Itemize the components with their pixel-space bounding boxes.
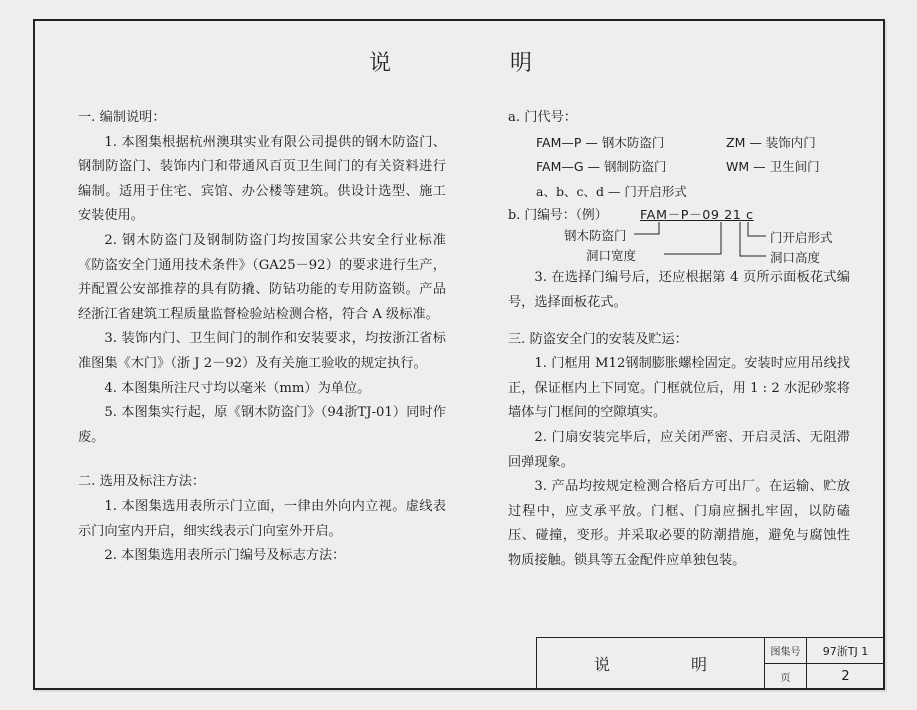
- section3-item-1: 1. 门框用 M12钢制膨胀螺栓固定。安装时应用吊线找正，保证框内上下同宽。门框就位后，用 1 : 2 水泥砂浆将墙体与门框间的空隙填实。: [508, 356, 850, 421]
- atlas-number-value: 97浙TJ 1: [807, 638, 884, 664]
- right-column: [508, 106, 850, 574]
- code-fam-p: FAM—P — 钢木防盗门: [536, 134, 665, 150]
- section1-item-1: 1. 本图集根据杭州澳琪实业有限公司提供的钢木防盗门、钢制防盗门、装饰内门和带通风百页卫生间门的有关资料进行编制。适用于住宅、宾馆、办公楼等建筑。供设计选型、施工安装使用。: [78, 134, 446, 224]
- section-heading-3: 三. 防盗安全门的安装及贮运：: [508, 331, 688, 347]
- spacer: [78, 450, 446, 470]
- door-number-example: [508, 204, 850, 266]
- page-label: 页: [765, 664, 807, 689]
- section1-item-5: 5. 本图集实行起，原《钢木防盗门》（94浙TJ-01）同时作废。: [78, 405, 446, 445]
- example-code: FAM－P－09 21 c: [640, 208, 754, 224]
- code-row-1: [508, 131, 850, 156]
- label-door-type: 钢木防盗门: [564, 228, 627, 244]
- title-block: [536, 637, 885, 690]
- section-heading-2: 二. 选用及标注方法：: [78, 474, 206, 490]
- code-zm: ZM — 装饰内门: [726, 134, 816, 150]
- opening-forms: a、b、c、d — 门开启形式: [536, 183, 687, 199]
- title-block-name: 说 明: [537, 638, 765, 689]
- code-wm: WM — 卫生间门: [726, 159, 820, 175]
- code-fam-g: FAM—G — 钢制防盗门: [536, 159, 667, 175]
- example-lead: b. 门编号：（例）: [508, 208, 608, 224]
- section1-item-3: 3. 装饰内门、卫生间门的制作和安装要求，均按浙江省标准图集《木门》（浙 J 2－92）及有关施工验收的规定执行。: [78, 331, 446, 371]
- section-heading-1: 一. 编制说明：: [78, 110, 166, 125]
- page-title: 说 明: [369, 51, 588, 76]
- section3-item-3: 3. 产品均按规定检测合格后方可出厂。在运输、贮放过程中，应支承平放。门框、门扇应捆扎牢固，以防磕压、碰撞，变形。并采取必要的防潮措施，避免与腐蚀性物质接触。锁具等五金配件应单独包装。: [508, 479, 850, 568]
- page-number: 2: [841, 669, 850, 684]
- section1-item-4: 4. 本图集所注尺寸均以毫米（mm）为单位。: [104, 380, 371, 396]
- section3-item-2: 2. 门扇安装完毕后，应关闭严密、开启灵活、无阻滞回弹现象。: [508, 429, 850, 470]
- spacer: [508, 316, 850, 328]
- left-column: [78, 106, 446, 569]
- label-opening-form: 门开启形式: [770, 230, 833, 246]
- label-opening-width: 洞口宽度: [586, 248, 637, 264]
- door-code-label: a. 门代号：: [508, 110, 577, 125]
- code-row-2: [508, 155, 850, 180]
- label-opening-height: 洞口高度: [770, 250, 821, 266]
- section2-item-2: 2. 本图集选用表所示门编号及标志方法：: [104, 548, 346, 564]
- section2-item-1: 1. 本图集选用表所示门立面，一律由外向内立视。虚线表示门向室内开启，细实线表示门向室外开启。: [78, 498, 446, 539]
- item-3-panel-note: 3. 在选择门编号后，还应根据第 4 页所示面板花式编号，选择面板花式。: [508, 270, 850, 310]
- section1-item-2: 2. 钢木防盗门及钢制防盗门均按国家公共安全行业标准《防盗安全门通用技术条件》（GA25－92）的要求进行生产，并配置公安部推荐的具有防撬、防钻功能的专用防盗锁。产品经浙江省建筑工程质量监督检验站检测合格，符合 A 级标准。: [78, 232, 446, 322]
- atlas-number-label: 图集号: [765, 638, 807, 664]
